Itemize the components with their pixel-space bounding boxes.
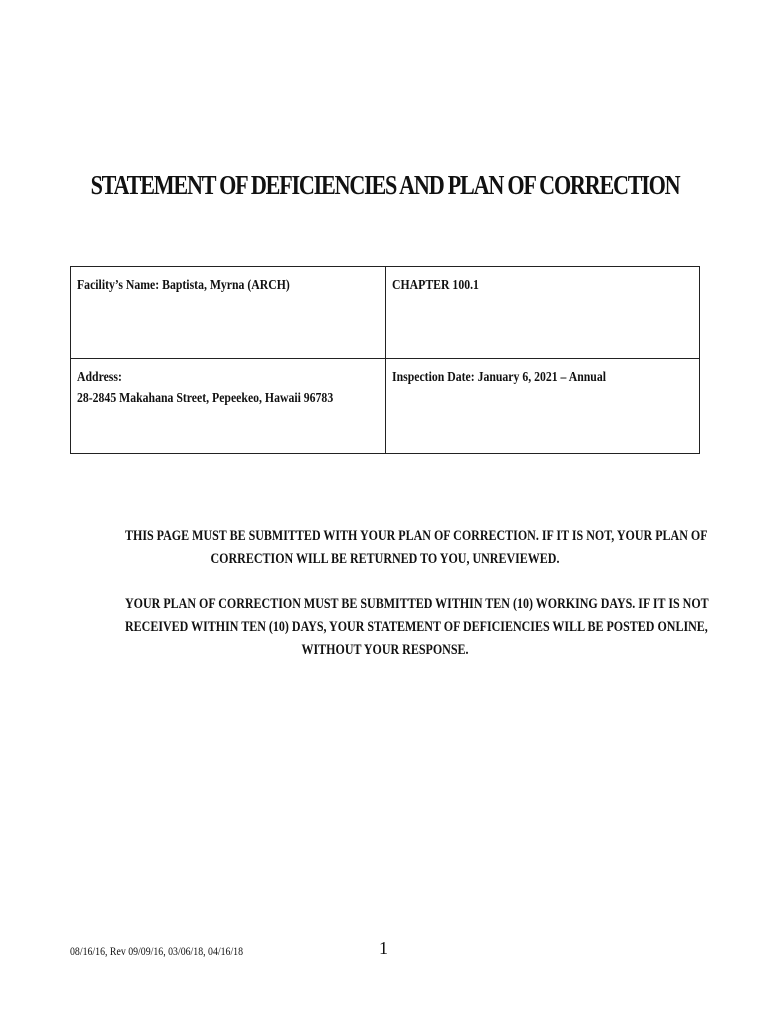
address-value: 28-2845 Makahana Street, Pepeekeo, Hawaii 96783 [77, 391, 334, 406]
notice-line: RECEIVED WITHIN TEN (10) DAYS, YOUR STATEMENT OF DEFICIENCIES WILL BE POSTED ONLINE, [125, 619, 708, 635]
facility-info-table [70, 266, 700, 454]
revision-history: 08/16/16, Rev 09/09/16, 03/06/18, 04/16/18 [70, 944, 244, 958]
notice-line: THIS PAGE MUST BE SUBMITTED WITH YOUR PLAN OF CORRECTION. IF IT IS NOT, YOUR PLAN OF [125, 528, 708, 544]
inspection-date: Inspection Date: January 6, 2021 – Annual [391, 370, 606, 385]
document-title: STATEMENT OF DEFICIENCIES AND PLAN OF CORRECTION [90, 170, 680, 200]
table-row [71, 359, 700, 454]
notice-line: WITHOUT YOUR RESPONSE. [301, 642, 469, 658]
inspection-date-cell [385, 359, 700, 454]
chapter-cell [385, 267, 700, 359]
page-number: 1 [379, 938, 388, 958]
facility-name: Facility’s Name: Baptista, Myrna (ARCH) [77, 278, 290, 293]
notice-line: CORRECTION WILL BE RETURNED TO YOU, UNREVIEWED. [210, 551, 560, 567]
facility-name-cell [71, 267, 386, 359]
submission-notice [60, 525, 710, 571]
chapter: CHAPTER 100.1 [391, 278, 479, 293]
table-row [71, 267, 700, 359]
deadline-notice [60, 593, 710, 662]
address-label: Address: [77, 370, 122, 385]
notice-line: YOUR PLAN OF CORRECTION MUST BE SUBMITTED WITHIN TEN (10) WORKING DAYS. IF IT IS NOT [125, 596, 709, 612]
address-cell [71, 359, 386, 454]
